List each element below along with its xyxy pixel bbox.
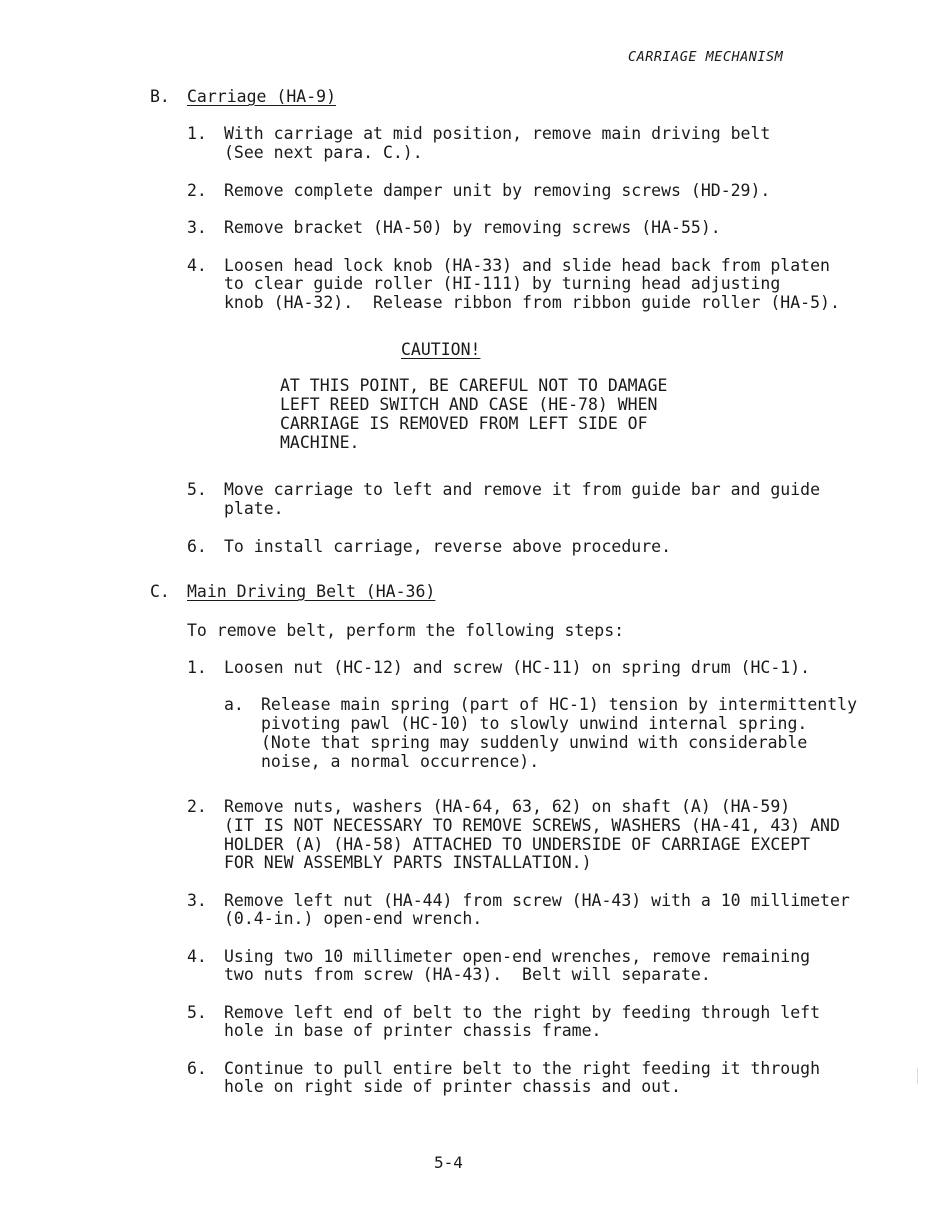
section-c-title: Main Driving Belt (HA-36) (187, 582, 436, 601)
b-item-3-line-1: Remove bracket (HA-50) by removing screws (HA-55). (224, 218, 721, 237)
b-item-2-line-1: Remove complete damper unit by removing screws (HD-29). (224, 181, 771, 200)
caution-line-3: CARRIAGE IS REMOVED FROM LEFT SIDE OF (280, 414, 648, 433)
b-item-5-line-2: plate. (224, 499, 284, 518)
c-item-2-line-3: HOLDER (A) (HA-58) ATTACHED TO UNDERSIDE OF CARRIAGE EXCEPT (224, 835, 811, 854)
c-item-2-line-2: (IT IS NOT NECESSARY TO REMOVE SCREWS, WASHERS (HA-41, 43) AND (224, 816, 840, 835)
b-item-5-number: 5. (187, 480, 207, 499)
b-item-1-line-2: (See next para. C.). (224, 143, 423, 162)
c-item-2-line-1: Remove nuts, washers (HA-64, 63, 62) on shaft (A) (HA-59) (224, 797, 791, 816)
c-item-1-line-1: Loosen nut (HC-12) and screw (HC-11) on spring drum (HC-1). (224, 658, 811, 677)
c-subitem-a-line-3: (Note that spring may suddenly unwind with considerable (261, 733, 808, 752)
b-item-3-number: 3. (187, 218, 207, 237)
b-item-1-line-1: With carriage at mid position, remove main driving belt (224, 124, 771, 143)
c-item-3-line-1: Remove left nut (HA-44) from screw (HA-43) with a 10 millimeter (224, 891, 850, 910)
b-item-4-line-2: to clear guide roller (HI-111) by turning head adjusting (224, 274, 781, 293)
b-item-4-line-3: knob (HA-32). Release ribbon from ribbon guide roller (HA-5). (224, 293, 840, 312)
running-header: CARRIAGE MECHANISM (628, 49, 784, 65)
scan-mark (916, 1068, 918, 1084)
page-number: 5-4 (434, 1153, 463, 1172)
caution-line-2: LEFT REED SWITCH AND CASE (HE-78) WHEN (280, 395, 658, 414)
c-item-5-number: 5. (187, 1003, 207, 1022)
c-subitem-a-line-2: pivoting pawl (HC-10) to slowly unwind internal spring. (261, 714, 808, 733)
section-b-letter: B. (150, 87, 170, 106)
c-item-2-number: 2. (187, 797, 207, 816)
c-subitem-a-letter: a. (224, 695, 244, 714)
c-item-6-number: 6. (187, 1059, 207, 1078)
c-item-5-line-2: hole in base of printer chassis frame. (224, 1021, 602, 1040)
c-item-2-line-4: FOR NEW ASSEMBLY PARTS INSTALLATION.) (224, 853, 592, 872)
c-item-4-line-1: Using two 10 millimeter open-end wrenches, remove remaining (224, 947, 811, 966)
c-item-5-line-1: Remove left end of belt to the right by feeding through left (224, 1003, 821, 1022)
c-subitem-a-line-1: Release main spring (part of HC-1) tension by intermittently (261, 695, 858, 714)
c-item-4-line-2: two nuts from screw (HA-43). Belt will separate. (224, 965, 711, 984)
section-c-intro: To remove belt, perform the following steps: (187, 621, 625, 640)
caution-title: CAUTION! (401, 340, 481, 359)
c-item-1-number: 1. (187, 658, 207, 677)
b-item-4-number: 4. (187, 256, 207, 275)
c-item-4-number: 4. (187, 947, 207, 966)
b-item-6-line-1: To install carriage, reverse above procedure. (224, 537, 672, 556)
b-item-5-line-1: Move carriage to left and remove it from guide bar and guide (224, 480, 821, 499)
c-subitem-a-line-4: noise, a normal occurrence). (261, 752, 540, 771)
c-item-6-line-1: Continue to pull entire belt to the right feeding it through (224, 1059, 821, 1078)
b-item-2-number: 2. (187, 181, 207, 200)
caution-line-4: MACHINE. (280, 433, 360, 452)
section-c-letter: C. (150, 582, 170, 601)
c-item-6-line-2: hole on right side of printer chassis and out. (224, 1077, 681, 1096)
b-item-1-number: 1. (187, 124, 207, 143)
caution-line-1: AT THIS POINT, BE CAREFUL NOT TO DAMAGE (280, 376, 668, 395)
section-b-title: Carriage (HA-9) (187, 87, 337, 106)
b-item-4-line-1: Loosen head lock knob (HA-33) and slide head back from platen (224, 256, 830, 275)
c-item-3-line-2: (0.4-in.) open-end wrench. (224, 909, 483, 928)
b-item-6-number: 6. (187, 537, 207, 556)
c-item-3-number: 3. (187, 891, 207, 910)
